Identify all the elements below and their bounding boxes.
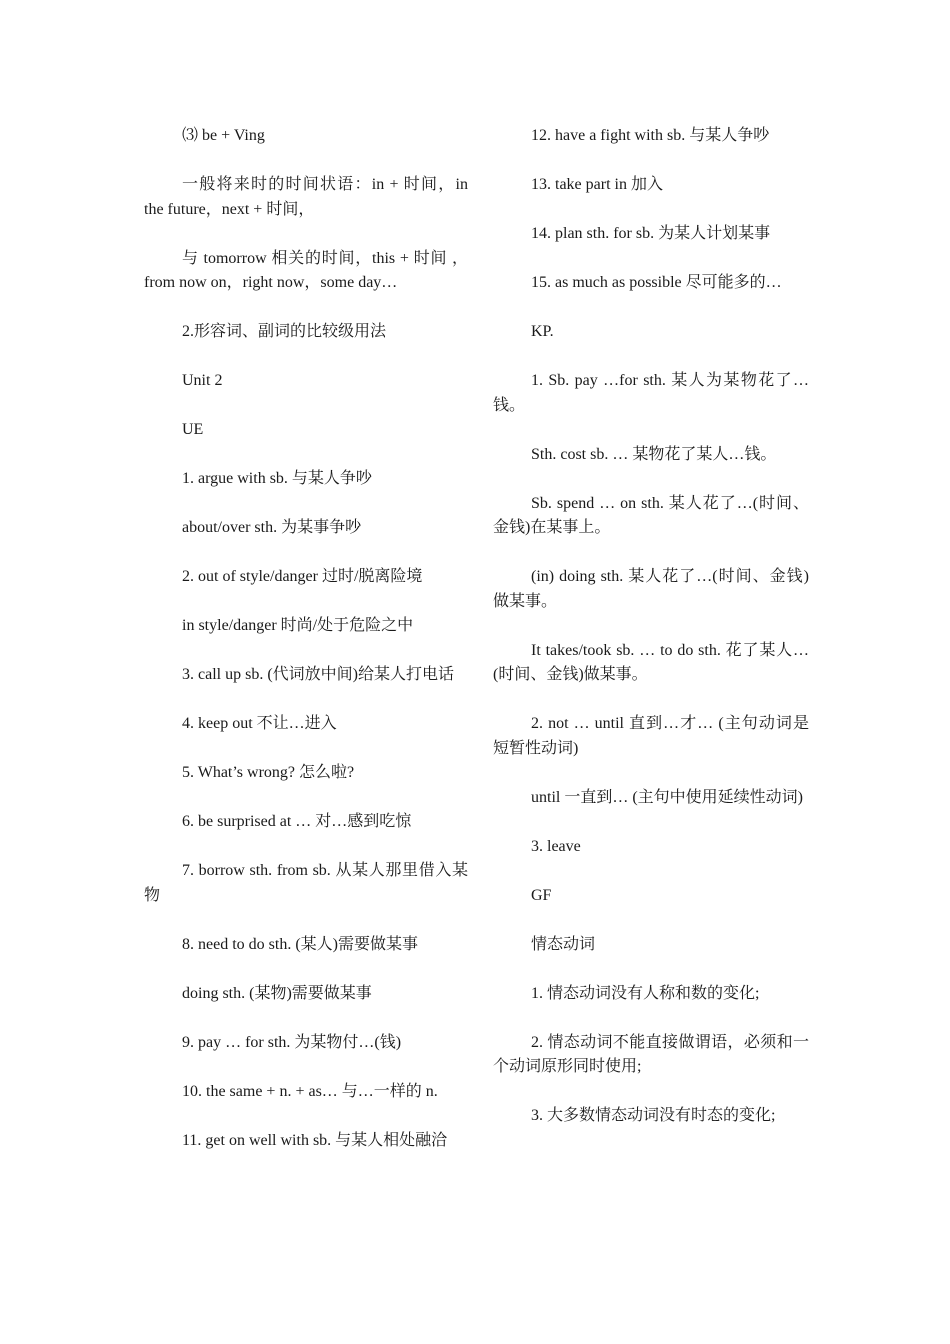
paragraph: 2. not … until 直到…才… (主句动词是短暂性动词) (493, 715, 809, 757)
paragraph: 14. plan sth. for sb. 为某人计划某事 (531, 225, 771, 242)
paragraph: 与 tomorrow 相关的时间，this + 时间 ，from now on，right now，some day… (144, 249, 468, 291)
paragraph: 12. have a fight with sb. 与某人争吵 (531, 127, 770, 144)
paragraph: 2. out of style/danger 过时/脱离险境 (182, 568, 423, 585)
paragraph: 11. get on well with sb. 与某人相处融洽 (182, 1131, 448, 1149)
paragraph: 10. the same + n. + as… 与…一样的 n. (182, 1082, 438, 1100)
paragraph: 2. 情态动词不能直接做谓语，必须和一个动词原形同时使用; (493, 1033, 809, 1075)
paragraph: 1. argue with sb. 与某人争吵 (182, 470, 372, 487)
paragraph: 8. need to do sth. (某人)需要做某事 (182, 935, 418, 953)
paragraph: (in) doing sth. 某人花了…(时间、金钱)做某事。 (493, 568, 809, 610)
paragraph: 5. What’s wrong? 怎么啦? (182, 764, 355, 781)
paragraph: It takes/took sb. … to do sth. 花了某人…(时间、金钱)做某事。 (493, 641, 809, 683)
paragraph: in style/danger 时尚/处于危险之中 (182, 617, 414, 634)
paragraph: 3. leave (531, 837, 581, 855)
paragraph: about/over sth. 为某事争吵 (182, 519, 362, 536)
paragraph: 15. as much as possible 尽可能多的… (531, 274, 782, 291)
paragraph: 3. 大多数情态动词没有时态的变化; (531, 1107, 776, 1124)
paragraph: 9. pay … for sth. 为某物付…(钱) (182, 1033, 402, 1051)
paragraph: until 一直到… (主句中使用延续性动词) (531, 788, 803, 806)
paragraph: KP. (531, 323, 554, 340)
paragraph: doing sth. (某物)需要做某事 (182, 984, 372, 1002)
paragraph: 6. be surprised at … 对…感到吃惊 (182, 813, 412, 830)
paragraph: 7. borrow sth. from sb. 从某人那里借入某物 (144, 862, 468, 904)
paragraph: Sth. cost sb. … 某物花了某人…钱。 (531, 445, 777, 463)
paragraph: 1. Sb. pay …for sth. 某人为某物花了…钱。 (493, 372, 809, 414)
paragraph: 一般将来时的时间状语：in + 时间，in the future，next + 时间， (144, 176, 468, 218)
paragraph: 1. 情态动词没有人称和数的变化; (531, 984, 760, 1002)
paragraph: GF (531, 886, 552, 904)
paragraph: 3. call up sb. (代词放中间)给某人打电话 (182, 666, 454, 683)
paragraph: 13. take part in 加入 (531, 176, 663, 193)
paragraph: 2.形容词、副词的比较级用法 (182, 323, 387, 340)
paragraph: 情态动词 (531, 935, 596, 953)
paragraph: Unit 2 (182, 372, 223, 389)
paragraph: ⑶ be + Ving (182, 127, 265, 144)
left-column (144, 124, 468, 1178)
paragraph: Sb. spend … on sth. 某人花了…(时间、金钱)在某事上。 (493, 494, 809, 536)
right-column (493, 124, 809, 1153)
paragraph: 4. keep out 不让…进入 (182, 715, 337, 732)
paragraph: UE (182, 421, 204, 438)
